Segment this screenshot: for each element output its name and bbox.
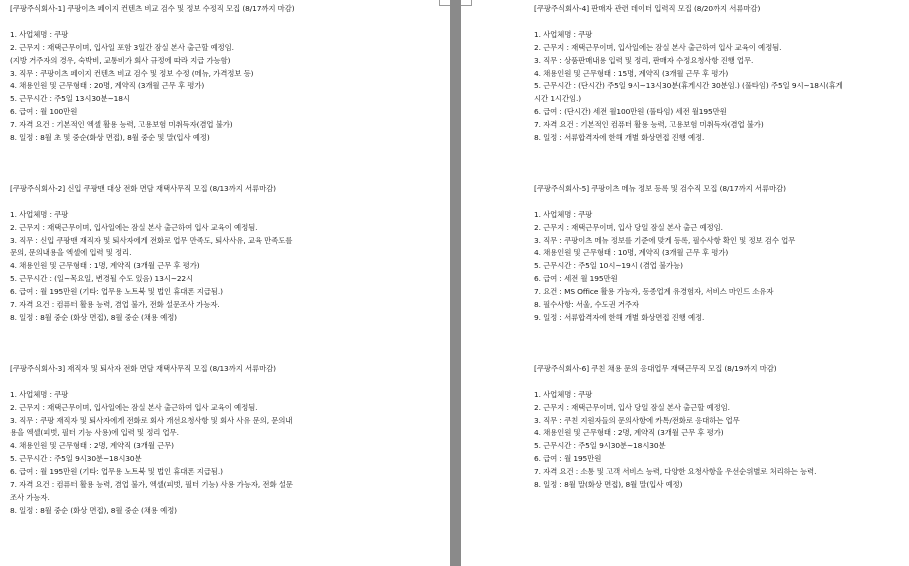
document-page-right <box>461 0 909 566</box>
post-line: 3. 직무 : 신입 쿠팡맨 재직자 및 퇴사자에게 전화로 업무 만족도, 퇴사사유, 교육 만족도를 <box>10 235 293 245</box>
post-line: 5. 근무시간 : 주5일 13시30분~18시 <box>10 94 130 104</box>
post-line: 2. 근무지 : 재택근무이며, 입사 당일 잠실 본사 출근할 예정임. <box>534 402 730 412</box>
post-line: 문의, 문의내용을 엑셀에 입력 및 정리. <box>10 248 132 258</box>
page-content <box>534 3 902 492</box>
post-line: 4. 채용인원 및 근무형태 : 15명, 계약직 (3개월 근무 후 평가) <box>534 68 729 78</box>
post-line: 1. 사업체명 : 쿠팡 <box>534 389 593 399</box>
document-page-left <box>0 0 450 566</box>
post-line: 5. 근무시간 : (일~목요일, 변경될 수도 있음) 13시~22시 <box>10 274 194 284</box>
post-line: 3. 직무 : 쿠친 지원자들의 문의사항에 카톡/전화로 응대하는 업무 <box>534 415 740 425</box>
post-line: 5. 근무시간 : 주5일 9시30분~18시30분 <box>534 441 666 451</box>
post-line: 3. 직무 : 쿠팡이츠 페이지 컨텐츠 비교 검수 및 정보 수정 (메뉴, 가격정보 등) <box>10 68 254 78</box>
post-title: [쿠팡주식회사-1] 쿠팡이츠 페이지 컨텐츠 비교 검수 및 정보 수정직 모집 (8/17까지 마감) <box>10 4 295 13</box>
post-line: 2. 근무지 : 재택근무이며, 입사일 포함 3일간 잠실 본사 출근할 예정임. <box>10 42 234 52</box>
post-line: 4. 채용인원 및 근무형태 : 2명, 계약직 (3개월 근무 후 평가) <box>534 428 724 438</box>
post-title: [쿠팡주식회사-2] 신입 쿠팡맨 대상 전화 면담 재택사무직 모집 (8/13까지 서류마감) <box>10 183 276 193</box>
post-line: 5. 근무시간 : (단시간) 주5일 9시~13시30분(휴게시간 30분임.) (풀타임) 주5일 9시~18시(휴게 <box>534 81 843 91</box>
post-line: 2. 근무지 : 재택근무이며, 입사일에는 잠실 본사 출근하여 입사 교육이 예정됨. <box>534 42 782 52</box>
job-post-6 <box>534 363 902 492</box>
post-line: 1. 사업체명 : 쿠팡 <box>10 29 69 39</box>
post-line: 조사 가능자. <box>10 492 50 502</box>
post-line: 6. 급여 : (단시간) 세전 월100만원 (풀타임) 세전 월195만원 <box>534 107 727 117</box>
post-title: [쿠팡주식회사-4] 판매자 관련 데이터 입력직 모집 (8/20까지 서류마감) <box>534 4 761 13</box>
page-corner-mark <box>439 0 450 6</box>
post-line: 1. 사업체명 : 쿠팡 <box>10 209 69 219</box>
post-line: 1. 사업체명 : 쿠팡 <box>534 209 593 219</box>
post-line: 7. 자격 요건 : 컴퓨터 활용 능력, 겸업 불가, 엑셀(피벗, 필터 기능) 사용 가능자, 전화 설문 <box>10 480 293 490</box>
post-line: 2. 근무지 : 재택근무이며, 입사일에는 잠실 본사 출근하여 입사 교육이 예정됨. <box>10 402 258 412</box>
post-line: 7. 자격 요건 : 기본적인 엑셀 활용 능력, 고용보험 미취득자(겸업 불가) <box>10 120 233 130</box>
job-post-3 <box>10 363 440 518</box>
job-post-5 <box>534 183 902 325</box>
post-line: 4. 채용인원 및 근무형태 : 20명, 계약직 (3개월 근무 후 평가) <box>10 81 205 91</box>
post-line: 5. 근무시간 : 주5일 9시30분~18시30분 <box>10 454 142 464</box>
post-line: 4. 채용인원 및 근무형태 : 1명, 계약직 (3개월 근무 후 평가) <box>10 261 200 271</box>
post-line: 8. 일정 : 8월 초 및 중순(화상 면접), 8월 중순 및 말(입사 예정) <box>10 133 210 143</box>
post-line: 7. 자격 요건 : 컴퓨터 활용 능력, 겸업 불가, 전화 설문조사 가능자. <box>10 300 220 310</box>
post-line: 4. 채용인원 및 근무형태 : 2명, 계약직 (3개월 근무) <box>10 441 174 451</box>
post-line: 8. 필수사항: 서울, 수도권 거주자 <box>534 300 639 310</box>
post-line: 3. 직무 : 쿠팡 재직자 및 퇴사자에게 전화로 회사 개선요청사항 및 회사 사유 문의, 문의내 <box>10 415 293 425</box>
post-line: 6. 급여 : 월 100만원 <box>10 107 78 117</box>
post-line: 3. 직무 : 상품판매내용 입력 및 정리, 판매자 수정요청사항 진행 업무. <box>534 55 754 65</box>
post-line: 8. 일정 : 8월 중순 (화상 면접), 8월 중순 (채용 예정) <box>10 505 177 515</box>
post-line: (지방 거주자의 경우, 숙박비, 교통비가 회사 규정에 따라 지급 가능함) <box>10 55 231 65</box>
post-line: 7. 자격 요건 : 소통 및 고객 서비스 능력, 다양한 요청사항을 우선순위별로 처리하는 능력. <box>534 467 817 477</box>
job-post-4 <box>534 3 902 145</box>
post-line: 7. 요건 : MS Office 활용 가능자, 동종업계 유경험자, 서비스 마인드 소유자 <box>534 287 774 297</box>
post-line: 2. 근무지 : 재택근무이며, 입사 당일 잠실 본사 출근 예정임. <box>534 222 723 232</box>
post-line: 4. 채용인원 및 근무형태 : 10명, 계약직 (3개월 근무 후 평가) <box>534 248 729 258</box>
post-line: 6. 급여 : 월 195만원 (기타: 업무용 노트북 및 법인 휴대폰 지급됨.) <box>10 467 223 477</box>
post-line: 3. 직무 : 쿠팡이츠 메뉴 정보를 기준에 맞게 등록, 필수사항 확인 및 정보 검수 업무 <box>534 235 796 245</box>
post-line: 8. 일정 : 8월 말(화상 면접), 8월 말(입사 예정) <box>534 480 683 490</box>
post-line: 8. 일정 : 8월 중순 (화상 면접), 8월 중순 (채용 예정) <box>10 313 177 322</box>
post-line: 용을 엑셀(피벗, 필터 기능 사용)에 입력 및 정리 업무. <box>10 428 179 438</box>
post-line: 5. 근무시간 : 주5일 10시~19시 (겸업 불가능) <box>534 261 683 271</box>
page-corner-mark <box>461 0 472 6</box>
job-post-1 <box>10 3 440 145</box>
post-title: [쿠팡주식회사-5] 쿠팡이츠 메뉴 정보 등록 및 검수직 모집 (8/17까지 서류마감) <box>534 183 786 193</box>
post-line: 1. 사업체명 : 쿠팡 <box>534 29 593 39</box>
post-line: 7. 자격 요건 : 기본적인 컴퓨터 활용 능력, 고용보험 미취득자(겸업 불가) <box>534 120 764 130</box>
post-line: 2. 근무지 : 재택근무이며, 입사일에는 잠실 본사 출근하여 입사 교육이 예정됨. <box>10 222 258 232</box>
job-post-2 <box>10 183 440 325</box>
post-title: [쿠팡주식회사-6] 쿠친 채용 문의 응대업무 재택근무직 모집 (8/19까지 마감) <box>534 363 777 373</box>
post-title: [쿠팡주식회사-3] 재직자 및 퇴사자 전화 면담 재택사무직 모집 (8/13까지 서류마감) <box>10 363 276 373</box>
post-line: 6. 급여 : 월 195만원 (기타: 업무용 노트북 및 법인 휴대폰 지급됨.) <box>10 287 223 297</box>
post-line: 8. 일정 : 서류합격자에 한해 개별 화상면접 진행 예정. <box>534 133 705 143</box>
post-line: 6. 급여 : 세전 월 195만원 <box>534 274 618 284</box>
post-line: 6. 급여 : 월 195만원 <box>534 454 602 464</box>
post-line: 1. 사업체명 : 쿠팡 <box>10 389 69 399</box>
post-line: 9. 일정 : 서류합격자에 한해 개별 화상면접 진행 예정. <box>534 313 705 322</box>
post-line: 시간 1시간임.) <box>534 94 582 104</box>
page-content <box>10 3 440 518</box>
